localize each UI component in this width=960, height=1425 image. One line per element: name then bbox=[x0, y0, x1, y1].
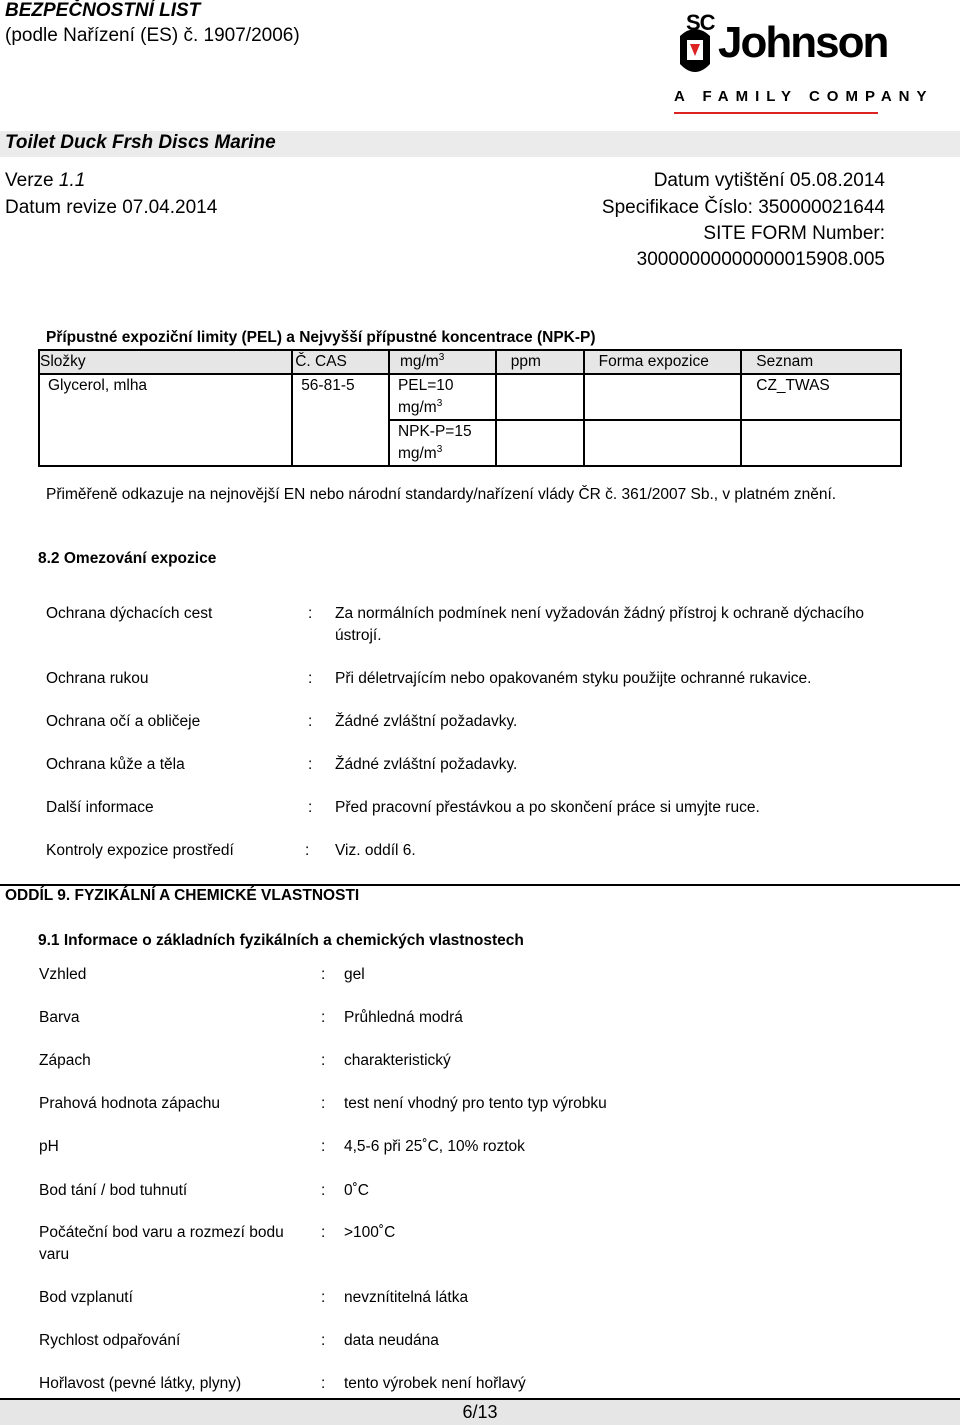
cell-form bbox=[584, 420, 742, 466]
table-header-row bbox=[39, 350, 901, 374]
property-colon: : bbox=[321, 966, 326, 983]
sc-johnson-logo bbox=[672, 10, 934, 118]
property-colon: : bbox=[321, 1289, 326, 1306]
logo-underline bbox=[674, 112, 878, 114]
item-label: Ochrana kůže a těla bbox=[46, 756, 185, 773]
property-label: Prahová hodnota zápachu bbox=[39, 1095, 220, 1112]
product-name: Toilet Duck Frsh Discs Marine bbox=[5, 132, 276, 153]
cell-form bbox=[584, 374, 742, 420]
col-header: Č. CAS bbox=[292, 350, 389, 374]
property-colon: : bbox=[321, 1095, 326, 1112]
property-label: Vzhled bbox=[39, 966, 87, 983]
property-colon: : bbox=[321, 1375, 326, 1392]
cell-component bbox=[39, 420, 292, 466]
limits-table bbox=[38, 349, 902, 467]
page-number: 6/13 bbox=[462, 1402, 498, 1422]
item-value: Při déletrvajícím nebo opakovaném styku použijte ochranné rukavice. bbox=[335, 670, 812, 687]
cell-list bbox=[741, 420, 901, 466]
cell-component: Glycerol, mlha bbox=[39, 374, 292, 420]
cell-ppm bbox=[496, 420, 584, 466]
property-colon: : bbox=[321, 1052, 326, 1069]
print-date: Datum vytištění 05.08.2014 bbox=[653, 170, 885, 191]
site-form-value: 30000000000000015908.005 bbox=[636, 249, 885, 270]
cell-list: CZ_TWAS bbox=[741, 374, 901, 420]
logo-tagline: A FAMILY COMPANY bbox=[674, 88, 934, 105]
item-colon: : bbox=[308, 756, 313, 773]
section-9-heading: ODDÍL 9. FYZIKÁLNÍ A CHEMICKÉ VLASTNOSTI bbox=[5, 887, 360, 904]
version-label: Verze bbox=[5, 170, 54, 191]
cell-cas bbox=[292, 420, 389, 466]
property-value: 4,5-6 při 25˚C, 10% roztok bbox=[344, 1138, 525, 1155]
property-label: Zápach bbox=[39, 1052, 91, 1069]
property-label: Bod vzplanutí bbox=[39, 1289, 133, 1306]
col-header: ppm bbox=[496, 350, 584, 374]
item-value: Před pracovní přestávkou a po skončení práce si umyjte ruce. bbox=[335, 799, 760, 816]
item-label: Další informace bbox=[46, 799, 154, 816]
version bbox=[5, 170, 85, 192]
property-label: Bod tání / bod tuhnutí bbox=[39, 1182, 188, 1199]
item-label: Ochrana očí a obličeje bbox=[46, 713, 201, 730]
property-colon: : bbox=[321, 1138, 326, 1155]
document-subtitle: (podle Nařízení (ES) č. 1907/2006) bbox=[5, 25, 300, 46]
property-value: >100˚C bbox=[344, 1224, 396, 1241]
spec-label: Specifikace Číslo: bbox=[601, 197, 753, 218]
item-label: Kontroly expozice prostředí bbox=[46, 842, 234, 859]
cell-mg: NPK-P=15 $mg/m^3$ bbox=[389, 420, 496, 466]
property-label: Rychlost odpařování bbox=[39, 1332, 181, 1349]
spec-value: 350000021644 bbox=[758, 197, 885, 218]
property-value: Průhledná modrá bbox=[344, 1009, 463, 1026]
item-value-cont: ústrojí. bbox=[335, 627, 382, 644]
section-9-1-heading: 9.1 Informace o základních fyzikálních a chemických vlastnostech bbox=[38, 932, 524, 949]
spec-number bbox=[602, 197, 885, 219]
table-row bbox=[39, 374, 901, 420]
item-value: Viz. oddíl 6. bbox=[335, 842, 416, 859]
col-header: Forma expozice bbox=[584, 350, 742, 374]
site-form-label: SITE FORM Number: bbox=[703, 223, 885, 244]
section-8-2-heading: 8.2 Omezování expozice bbox=[38, 550, 217, 567]
property-value: data neudána bbox=[344, 1332, 439, 1349]
logo-wordmark: Johnson bbox=[718, 18, 888, 67]
property-colon: : bbox=[321, 1332, 326, 1349]
property-value: tento výrobek není hořlavý bbox=[344, 1375, 526, 1392]
document-title: BEZPEČNOSTNÍ LIST bbox=[5, 0, 201, 21]
cell-ppm bbox=[496, 374, 584, 420]
property-colon: : bbox=[321, 1182, 326, 1199]
table-row bbox=[39, 420, 901, 466]
property-value: gel bbox=[344, 966, 365, 983]
property-value: charakteristický bbox=[344, 1052, 451, 1069]
item-label: Ochrana rukou bbox=[46, 670, 149, 687]
cell-mg: PEL=10 $mg/m^3$ bbox=[389, 374, 496, 420]
item-label: Ochrana dýchacích cest bbox=[46, 605, 213, 622]
property-label-cont: varu bbox=[39, 1246, 70, 1263]
property-value: nevznítitelná látka bbox=[344, 1289, 469, 1306]
property-label: pH bbox=[39, 1138, 59, 1155]
limits-heading: Přípustné expoziční limity (PEL) a Nejvyšší přípustné koncentrace (NPK-P) bbox=[46, 329, 596, 346]
property-colon: : bbox=[321, 1224, 326, 1241]
cell-cas: 56-81-5 bbox=[292, 374, 389, 420]
item-value: Žádné zvláštní požadavky. bbox=[335, 756, 518, 773]
footer-divider bbox=[0, 1398, 960, 1400]
version-value: 1.1 bbox=[58, 170, 86, 191]
item-colon: : bbox=[308, 799, 313, 816]
property-value: test není vhodný pro tento typ výrobku bbox=[344, 1095, 607, 1112]
item-colon: : bbox=[308, 605, 313, 622]
item-colon: : bbox=[305, 842, 310, 859]
property-label: Barva bbox=[39, 1009, 80, 1026]
limits-note: Přiměřeně odkazuje na nejnovější EN nebo národní standardy/nařízení vlády ČR č. 361/2007 Sb., v platném znění. bbox=[46, 486, 837, 503]
item-value: Za normálních podmínek není vyžadován žádný přístroj k ochraně dýchacího bbox=[335, 605, 865, 622]
property-colon: : bbox=[321, 1009, 326, 1026]
property-label: Počáteční bod varu a rozmezí bodu bbox=[39, 1224, 284, 1241]
item-colon: : bbox=[308, 670, 313, 687]
col-header: Seznam bbox=[741, 350, 901, 374]
col-header: Složky bbox=[39, 350, 292, 374]
section-divider bbox=[0, 884, 960, 886]
property-value: 0˚C bbox=[344, 1182, 369, 1199]
item-value: Žádné zvláštní požadavky. bbox=[335, 713, 518, 730]
property-label: Hořlavost (pevné látky, plyny) bbox=[39, 1375, 242, 1392]
item-colon: : bbox=[308, 713, 313, 730]
logo-sc-text: SC bbox=[686, 10, 715, 35]
col-header: $mg/m^3$ bbox=[389, 350, 496, 374]
revision-date: Datum revize 07.04.2014 bbox=[5, 197, 218, 218]
